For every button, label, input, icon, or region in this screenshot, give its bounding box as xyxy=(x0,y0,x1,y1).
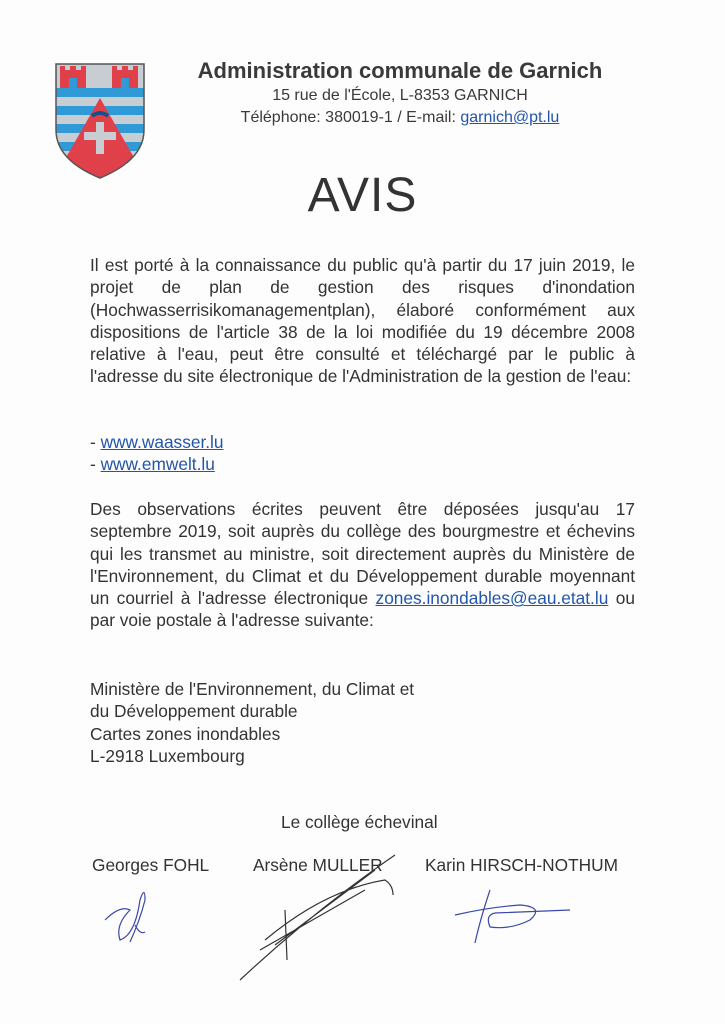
address-line: Cartes zones inondables xyxy=(90,723,281,744)
header-address: 15 rue de l'École, L-8353 GARNICH xyxy=(272,87,528,104)
header-contact xyxy=(170,109,630,127)
bullet: - xyxy=(90,454,101,475)
email-link[interactable]: garnich@pt.lu xyxy=(460,109,560,126)
waasser-link[interactable]: www.waasser.lu xyxy=(100,432,224,452)
signature-hirsch-nothum-icon xyxy=(450,885,580,945)
address-line: L-2918 Luxembourg xyxy=(90,745,245,766)
notice-paragraph-1: Il est porté à la connaissance du public qu'à partir du 17 juin 2019, le projet de plan de gestion des risques d'inondation (Hochwasserrisikomanagementplan), élaboré conformément aux dispositions de l'article 38 de la loi modifiée du 19 décembre 2008 relative à l'eau, peut être consulté et téléchargé par le public à l'adresse du site électronique de l'Administration de la gestion de l'eau: xyxy=(90,255,635,387)
coat-of-arms-icon xyxy=(52,60,148,182)
phone-label: Téléphone: 380019-1 / E-mail: xyxy=(240,109,461,126)
address-line: du Développement durable xyxy=(90,701,298,722)
notice-heading: AVIS xyxy=(307,169,418,222)
signer-name: Georges FOHL xyxy=(92,855,210,875)
address-line: Ministère de l'Environnement, du Climat et xyxy=(90,679,415,699)
zones-inondables-email-link[interactable]: zones.inondables@eau.etat.lu xyxy=(375,588,609,609)
signer-name: Arsène MULLER xyxy=(253,855,383,875)
signer-name: Karin HIRSCH-NOTHUM xyxy=(425,855,618,875)
header-title: Administration communale de Garnich xyxy=(197,58,603,83)
signature-muller-icon xyxy=(235,850,405,985)
postal-address xyxy=(90,678,414,767)
college-label: Le collège échevinal xyxy=(281,812,438,832)
link-list xyxy=(90,431,224,476)
emwelt-link[interactable]: www.emwelt.lu xyxy=(100,454,215,475)
notice-paragraph-2 xyxy=(90,498,635,632)
link-item xyxy=(90,431,224,453)
bullet: - xyxy=(90,432,101,452)
signature-fohl-icon xyxy=(100,880,170,950)
link-item xyxy=(90,453,224,475)
paragraph-2-text-end: ou par voie postale à l'adresse suivante: xyxy=(90,588,635,631)
paragraph-2-text: Des observations écrites peuvent être déposées jusqu'au 17 septembre 2019, soit auprès du collège des bourgmestre et échevins qui les transmet au ministre, soit directement auprès du Ministère de l'Environnement, du Climat et du Développement durable moyennant un courriel à l'adresse électronique xyxy=(90,499,635,609)
